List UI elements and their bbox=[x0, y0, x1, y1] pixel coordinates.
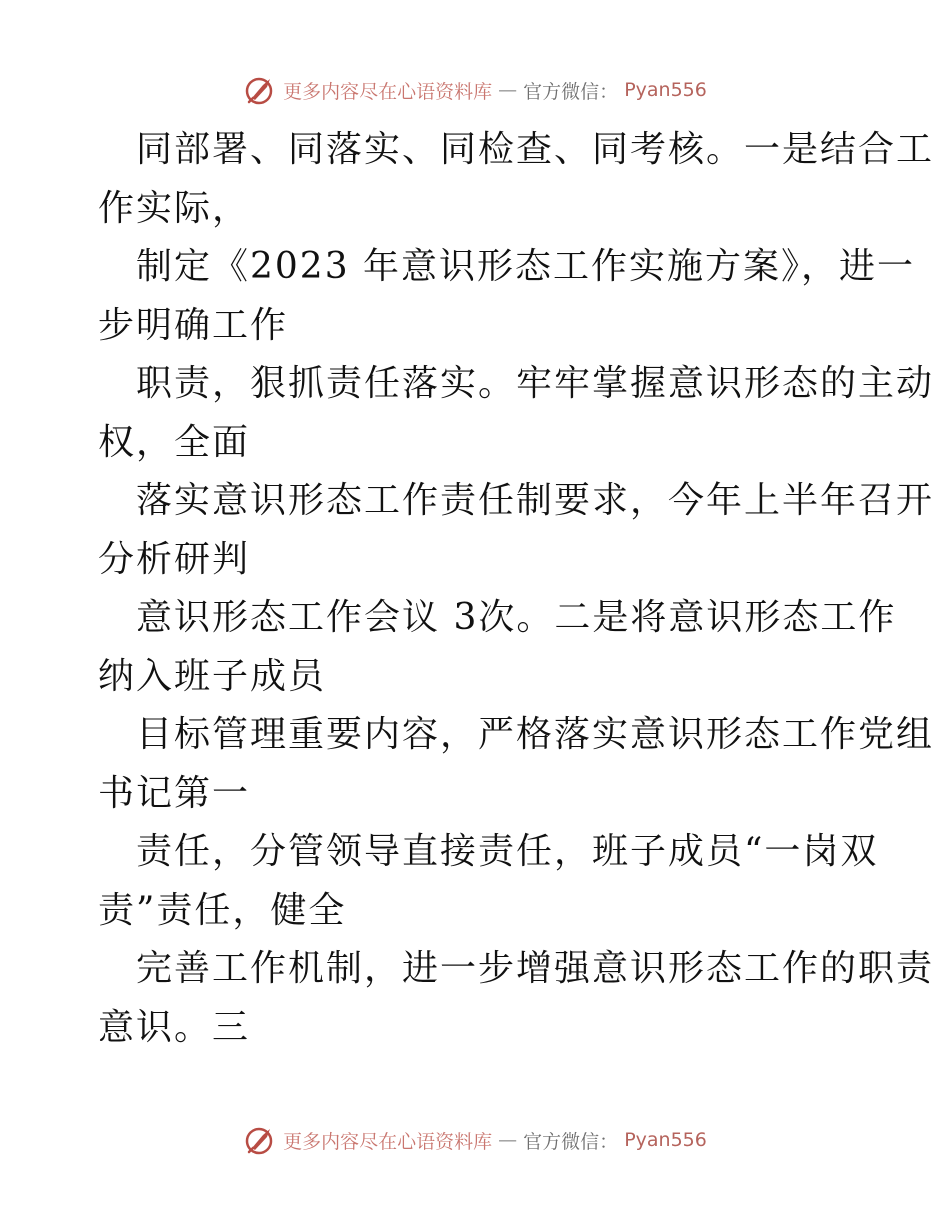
text-line: 同部署、同落实、同检查、同考核。一是结合工 bbox=[136, 129, 935, 170]
text-line: 意识形态工作会议 3次。二是将意识形态工作 bbox=[136, 597, 897, 638]
pen-nib-logo-icon bbox=[243, 1123, 277, 1157]
text-line: 书记第一 bbox=[98, 772, 251, 814]
banner-wechat-id: Pyan556 bbox=[624, 1129, 707, 1151]
text-line: 纳入班子成员 bbox=[98, 655, 327, 697]
banner-dash: — bbox=[498, 1129, 518, 1151]
text-line: 落实意识形态工作责任制要求，今年上半年召开 bbox=[136, 480, 935, 521]
banner-wechat-id: Pyan556 bbox=[624, 79, 707, 101]
text-line: 制定《2023 年意识形态工作实施方案》，进一 bbox=[136, 246, 916, 287]
text-line: 步明确工作 bbox=[98, 304, 289, 346]
pen-nib-logo-icon bbox=[243, 73, 277, 107]
header-watermark-banner bbox=[0, 70, 950, 110]
text-line: 责任，分管领导直接责任，班子成员“一岗双 bbox=[136, 831, 879, 872]
footer-watermark-banner bbox=[0, 1120, 950, 1160]
text-line: 意识。三 bbox=[98, 1006, 251, 1048]
text-line: 职责，狠抓责任落实。牢牢掌握意识形态的主动 bbox=[136, 363, 935, 404]
text-line: 责”责任，健全 bbox=[98, 889, 347, 931]
document-body bbox=[98, 121, 935, 1057]
banner-dash: — bbox=[498, 79, 518, 101]
banner-wechat-label: 官方微信： bbox=[523, 1130, 619, 1153]
text-line: 目标管理重要内容，严格落实意识形态工作党组 bbox=[136, 714, 935, 755]
banner-main-text: 更多内容尽在心语资料库 bbox=[283, 1130, 493, 1153]
text-line: 完善工作机制，进一步增强意识形态工作的职责 bbox=[136, 948, 935, 989]
text-line: 作实际， bbox=[98, 187, 251, 229]
banner-main-text: 更多内容尽在心语资料库 bbox=[283, 80, 493, 103]
text-line: 权，全面 bbox=[98, 421, 251, 463]
text-line: 分析研判 bbox=[98, 538, 251, 580]
banner-wechat-label: 官方微信： bbox=[523, 80, 619, 103]
